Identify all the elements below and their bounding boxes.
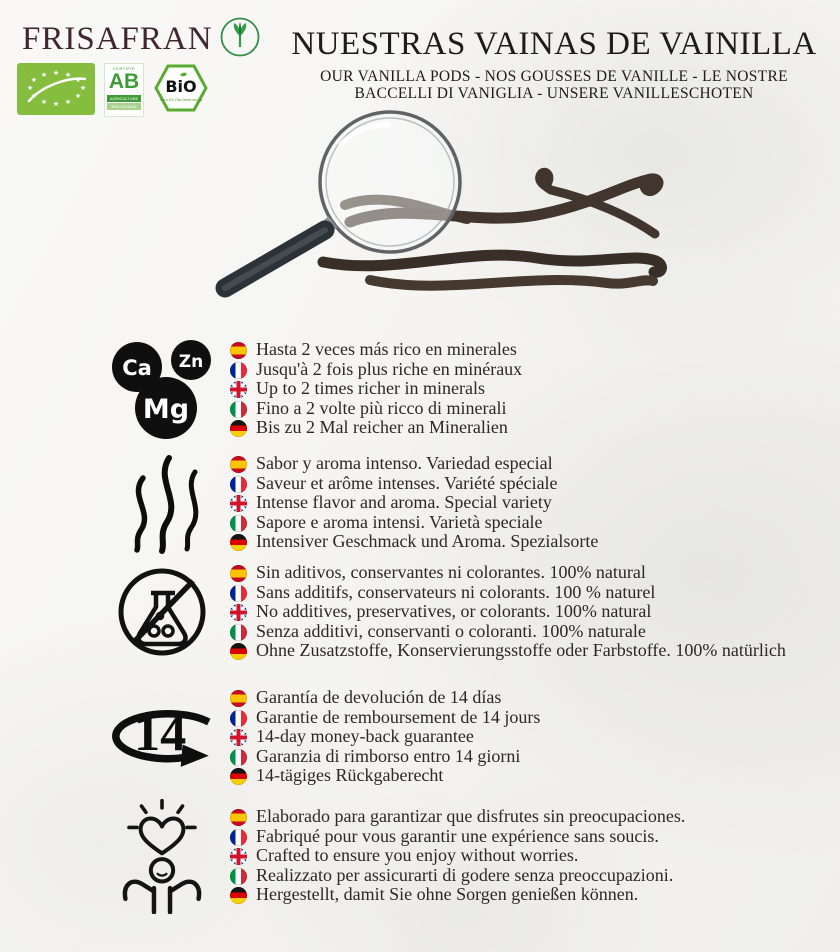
feature-text-es: Elaborado para garantizar que disfrutes sin preocupaciones. (256, 806, 686, 827)
feature-text-fr: Saveur et arôme intenses. Variété spéciale (256, 472, 558, 493)
fr-flag-icon (230, 710, 247, 727)
de-flag-icon (230, 887, 247, 904)
feature-line-de (230, 418, 522, 438)
feature-line-de (230, 766, 540, 786)
svg-text:★: ★ (52, 100, 60, 108)
it-flag-icon (230, 401, 247, 418)
feature-line-fr (230, 360, 522, 380)
svg-text:★: ★ (74, 76, 82, 84)
feature-line-fr (230, 583, 786, 603)
feature-text-it: Fino a 2 volte più ricco di minerali (256, 397, 507, 418)
page-header (280, 26, 828, 102)
ab-agriculture-label: AGRICULTURE (107, 95, 141, 102)
en-flag-icon (230, 848, 247, 865)
no-additives-flask-icon (104, 564, 220, 660)
feature-text-de: Bis zu 2 Mal reicher an Mineralien (256, 417, 508, 438)
feature-line-es (230, 688, 540, 708)
vanilla-pods-magnifier-illustration (195, 110, 685, 310)
de-flag-icon (230, 534, 247, 551)
feature-text-it: Senza additivi, conservanti o coloranti. 100% naturale (256, 620, 646, 641)
ab-certifie-label: CERTIFIÉ (112, 66, 136, 71)
feature-text-de: Intensiver Geschmack und Aroma. Spezialsorte (256, 531, 599, 552)
feature-line-it (230, 513, 598, 533)
bio-hexagon-icon (153, 63, 209, 113)
svg-text:Ca: Ca (122, 356, 152, 380)
feature-line-it (230, 747, 540, 767)
page-subtitle (280, 68, 828, 102)
en-flag-icon (230, 604, 247, 621)
feature-line-de (230, 532, 598, 552)
es-flag-icon (230, 809, 247, 826)
it-flag-icon (230, 515, 247, 532)
ab-biologique-label: BIOLOGIQUE (107, 103, 141, 110)
feature-line-de (230, 885, 685, 905)
feature-line-en (230, 379, 522, 399)
feature-guarantee-text (230, 688, 540, 786)
eu-organic-leaf-icon (17, 63, 95, 115)
fr-flag-icon (230, 829, 247, 846)
feature-text-it: Garanzia di rimborso entro 14 giorni (256, 745, 521, 766)
feature-no-additives-text (230, 563, 786, 661)
it-flag-icon (230, 624, 247, 641)
svg-text:nach EG-Öko-Verordnung: nach EG-Öko-Verordnung (159, 98, 203, 102)
feature-minerals (104, 337, 522, 441)
brand-row (22, 16, 261, 63)
feature-guarantee (104, 688, 540, 786)
hero-image (195, 110, 685, 315)
es-flag-icon (230, 456, 247, 473)
feature-text-fr: Sans additifs, conservateurs ni colorants. 100 % naturel (256, 581, 656, 602)
feature-aroma-text (230, 454, 598, 552)
aroma-waves-icon (104, 452, 220, 554)
feature-line-de (230, 641, 786, 661)
feature-text-de: 14-tägiges Rückgaberecht (256, 765, 444, 786)
ab-label: AB (108, 70, 140, 93)
feature-text-fr: Fabriqué pour vous garantir une expérience sans soucis. (256, 825, 659, 846)
svg-text:★: ★ (79, 84, 87, 92)
svg-text:★: ★ (40, 98, 48, 106)
feature-care-text (230, 807, 685, 905)
feature-line-it (230, 399, 522, 419)
svg-text:14: 14 (133, 704, 187, 763)
feature-text-en: Intense flavor and aroma. Special variety (256, 492, 552, 513)
de-flag-icon (230, 420, 247, 437)
feature-line-es (230, 807, 685, 827)
svg-text:★: ★ (40, 71, 48, 79)
svg-text:Mg: Mg (142, 394, 190, 425)
feature-text-en: 14-day money-back guarantee (256, 726, 474, 747)
es-flag-icon (230, 342, 247, 359)
feature-line-es (230, 454, 598, 474)
de-flag-icon (230, 643, 247, 660)
feature-line-en (230, 727, 540, 747)
feature-line-fr (230, 474, 598, 494)
feature-line-en (230, 493, 598, 513)
svg-text:★: ★ (64, 98, 72, 106)
feature-text-en: Crafted to ensure you enjoy without worries. (256, 845, 579, 866)
feature-text-en: Up to 2 times richer in minerals (256, 378, 485, 399)
feature-line-es (230, 563, 786, 583)
feature-text-en: No additives, preservatives, or colorants. 100% natural (256, 601, 652, 622)
fr-flag-icon (230, 362, 247, 379)
feature-line-fr (230, 827, 685, 847)
subtitle-line-1: OUR VANILLA PODS - NOS GOUSSES DE VANILLE - LE NOSTRE (320, 68, 788, 85)
en-flag-icon (230, 381, 247, 398)
feature-text-de: Ohne Zusatzstoffe, Konservierungsstoffe oder Farbstoffe. 100% natürlich (256, 640, 786, 661)
feature-line-it (230, 622, 786, 642)
de-flag-icon (230, 768, 247, 785)
es-flag-icon (230, 690, 247, 707)
svg-text:★: ★ (30, 76, 38, 84)
it-flag-icon (230, 868, 247, 885)
fr-flag-icon (230, 476, 247, 493)
saffron-flower-icon (219, 16, 261, 63)
feature-text-es: Hasta 2 veces más rico en minerales (256, 339, 517, 360)
feature-line-fr (230, 708, 540, 728)
feature-text-es: Sabor y aroma intenso. Variedad especial (256, 453, 553, 474)
feature-text-it: Sapore e aroma intensi. Varietà speciale (256, 511, 543, 532)
feature-no-additives (104, 563, 786, 661)
svg-text:★: ★ (30, 92, 38, 100)
feature-line-es (230, 340, 522, 360)
feature-text-fr: Garantie de remboursement de 14 jours (256, 706, 541, 727)
ab-agriculture-biologique-icon (104, 63, 144, 117)
svg-text:BiO: BiO (165, 77, 197, 96)
certification-badges (17, 63, 209, 117)
feature-line-en (230, 602, 786, 622)
es-flag-icon (230, 565, 247, 582)
brand-logo-text: FRISAFRAN (22, 21, 213, 57)
feature-text-es: Sin aditivos, conservantes ni colorantes. 100% natural (256, 562, 646, 582)
feature-text-fr: Jusqu'à 2 fois plus riche en minéraux (256, 358, 523, 379)
svg-text:★: ★ (52, 69, 60, 77)
feature-text-it: Realizzato per assicurarti di godere senza preoccupazioni. (256, 864, 674, 885)
fr-flag-icon (230, 585, 247, 602)
it-flag-icon (230, 749, 247, 766)
subtitle-line-2: BACCELLI DI VANIGLIA - UNSERE VANILLESCHOTEN (354, 85, 754, 102)
feature-care (104, 798, 685, 914)
en-flag-icon (230, 495, 247, 512)
person-heart-icon (104, 798, 220, 914)
feature-aroma (104, 452, 598, 554)
feature-text-es: Garantía de devolución de 14 días (256, 687, 502, 707)
en-flag-icon (230, 729, 247, 746)
svg-text:★: ★ (26, 84, 34, 92)
minerals-icon (104, 337, 220, 441)
svg-text:★: ★ (74, 92, 82, 100)
feature-line-it (230, 866, 685, 886)
feature-text-de: Hergestellt, damit Sie ohne Sorgen genießen können. (256, 884, 639, 905)
page-title: NUESTRAS VAINAS DE VAINILLA (291, 26, 817, 62)
svg-text:Zn: Zn (178, 352, 204, 372)
14-day-return-icon (104, 693, 220, 781)
feature-minerals-text (230, 340, 522, 438)
feature-line-en (230, 846, 685, 866)
svg-text:★: ★ (64, 71, 72, 79)
